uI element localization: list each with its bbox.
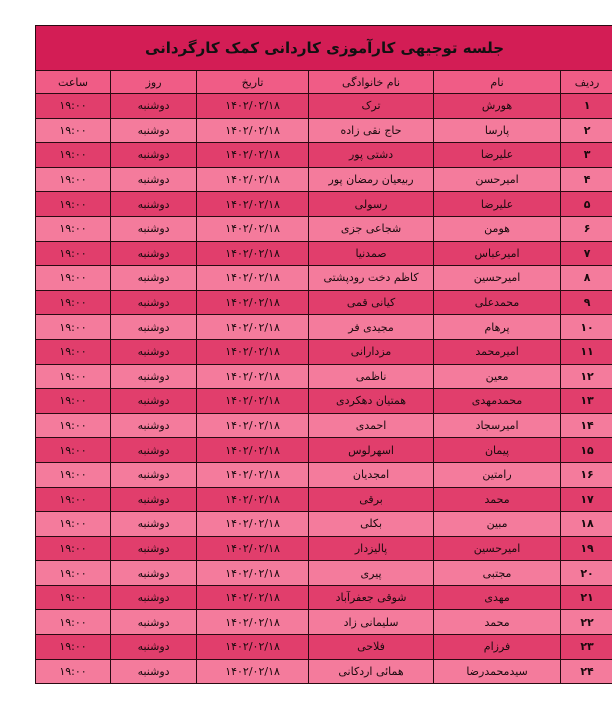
cell-date: ۱۴۰۲/۰۲/۱۸ [197,118,309,143]
cell-row-number: ۱۳ [561,389,612,414]
cell-row-number: ۱۷ [561,487,612,512]
cell-row-number: ۱ [561,94,612,119]
cell-day: دوشنبه [111,389,197,414]
cell-day: دوشنبه [111,315,197,340]
cell-day: دوشنبه [111,216,197,241]
table-row [36,94,612,119]
table-row [36,266,612,291]
cell-row-number: ۹ [561,290,612,315]
cell-day: دوشنبه [111,585,197,610]
cell-last-name: رسولی [309,192,434,217]
cell-first-name: سیدمحمدرضا [434,659,561,684]
cell-time: ۱۹:۰۰ [36,487,111,512]
cell-time: ۱۹:۰۰ [36,659,111,684]
cell-last-name: همائی اردکانی [309,659,434,684]
cell-first-name: مهدی [434,585,561,610]
cell-time: ۱۹:۰۰ [36,339,111,364]
cell-date: ۱۴۰۲/۰۲/۱۸ [197,635,309,660]
title-row [36,26,612,71]
table-row [36,364,612,389]
cell-first-name: امیرحسین [434,536,561,561]
cell-last-name: امجدیان [309,462,434,487]
cell-row-number: ۲۳ [561,635,612,660]
cell-day: دوشنبه [111,118,197,143]
cell-first-name: هومن [434,216,561,241]
cell-first-name: محمدعلی [434,290,561,315]
cell-date: ۱۴۰۲/۰۲/۱۸ [197,241,309,266]
cell-last-name: مجیدی فر [309,315,434,340]
table-body [36,94,612,684]
cell-date: ۱۴۰۲/۰۲/۱۸ [197,143,309,168]
table-row [36,659,612,684]
cell-last-name: پالیزدار [309,536,434,561]
cell-day: دوشنبه [111,413,197,438]
cell-first-name: امیرمحمد [434,339,561,364]
cell-last-name: کیانی قمی [309,290,434,315]
cell-day: دوشنبه [111,610,197,635]
cell-date: ۱۴۰۲/۰۲/۱۸ [197,94,309,119]
cell-first-name: پرهام [434,315,561,340]
cell-time: ۱۹:۰۰ [36,561,111,586]
header-date: تاریخ [197,71,309,94]
cell-day: دوشنبه [111,241,197,266]
cell-day: دوشنبه [111,192,197,217]
table-row [36,536,612,561]
cell-last-name: ناظمی [309,364,434,389]
cell-date: ۱۴۰۲/۰۲/۱۸ [197,167,309,192]
cell-first-name: محمد [434,487,561,512]
table-row [36,389,612,414]
cell-day: دوشنبه [111,290,197,315]
table-row [36,192,612,217]
cell-first-name: رامتین [434,462,561,487]
cell-date: ۱۴۰۲/۰۲/۱۸ [197,438,309,463]
cell-row-number: ۴ [561,167,612,192]
cell-date: ۱۴۰۲/۰۲/۱۸ [197,585,309,610]
cell-first-name: پارسا [434,118,561,143]
cell-time: ۱۹:۰۰ [36,364,111,389]
table-row [36,462,612,487]
cell-time: ۱۹:۰۰ [36,290,111,315]
cell-last-name: ترک [309,94,434,119]
header-last-name: نام خانوادگی [309,71,434,94]
cell-time: ۱۹:۰۰ [36,315,111,340]
table-row [36,339,612,364]
cell-date: ۱۴۰۲/۰۲/۱۸ [197,290,309,315]
cell-time: ۱۹:۰۰ [36,635,111,660]
cell-first-name: محمدمهدی [434,389,561,414]
table-row [36,561,612,586]
cell-last-name: صمدنیا [309,241,434,266]
schedule-table [35,25,612,684]
cell-first-name: مبین [434,512,561,537]
cell-time: ۱۹:۰۰ [36,266,111,291]
cell-row-number: ۲۴ [561,659,612,684]
cell-time: ۱۹:۰۰ [36,512,111,537]
table-row [36,216,612,241]
header-time: ساعت [36,71,111,94]
header-first-name: نام [434,71,561,94]
cell-day: دوشنبه [111,487,197,512]
cell-last-name: شجاعی جزی [309,216,434,241]
cell-last-name: کاظم دخت رودپشتی [309,266,434,291]
cell-date: ۱۴۰۲/۰۲/۱۸ [197,266,309,291]
schedule-sheet [35,25,600,684]
cell-date: ۱۴۰۲/۰۲/۱۸ [197,512,309,537]
cell-first-name: فرزام [434,635,561,660]
cell-row-number: ۱۵ [561,438,612,463]
cell-time: ۱۹:۰۰ [36,241,111,266]
cell-first-name: محمد [434,610,561,635]
cell-row-number: ۸ [561,266,612,291]
cell-first-name: علیرضا [434,192,561,217]
cell-last-name: اسهرلوس [309,438,434,463]
cell-day: دوشنبه [111,635,197,660]
cell-last-name: همتیان دهکردی [309,389,434,414]
cell-date: ۱۴۰۲/۰۲/۱۸ [197,610,309,635]
table-row [36,512,612,537]
cell-time: ۱۹:۰۰ [36,389,111,414]
cell-row-number: ۳ [561,143,612,168]
table-row [36,241,612,266]
cell-date: ۱۴۰۲/۰۲/۱۸ [197,561,309,586]
cell-row-number: ۷ [561,241,612,266]
cell-last-name: فلاحی [309,635,434,660]
header-day: روز [111,71,197,94]
cell-time: ۱۹:۰۰ [36,585,111,610]
cell-date: ۱۴۰۲/۰۲/۱۸ [197,536,309,561]
cell-last-name: شوقی جعفرآباد [309,585,434,610]
table-row [36,167,612,192]
cell-day: دوشنبه [111,438,197,463]
cell-time: ۱۹:۰۰ [36,94,111,119]
cell-last-name: سلیمانی زاد [309,610,434,635]
cell-date: ۱۴۰۲/۰۲/۱۸ [197,315,309,340]
cell-first-name: امیرعباس [434,241,561,266]
cell-day: دوشنبه [111,512,197,537]
cell-last-name: مزدارانی [309,339,434,364]
table-row [36,610,612,635]
cell-date: ۱۴۰۲/۰۲/۱۸ [197,192,309,217]
cell-first-name: مجتبی [434,561,561,586]
cell-day: دوشنبه [111,364,197,389]
table-row [36,635,612,660]
cell-time: ۱۹:۰۰ [36,118,111,143]
cell-day: دوشنبه [111,167,197,192]
cell-row-number: ۱۲ [561,364,612,389]
table-row [36,438,612,463]
cell-row-number: ۲۱ [561,585,612,610]
cell-row-number: ۱۴ [561,413,612,438]
table-row [36,315,612,340]
cell-time: ۱۹:۰۰ [36,143,111,168]
cell-last-name: ربیعیان رمضان پور [309,167,434,192]
cell-day: دوشنبه [111,266,197,291]
cell-date: ۱۴۰۲/۰۲/۱۸ [197,413,309,438]
cell-time: ۱۹:۰۰ [36,610,111,635]
cell-row-number: ۲۰ [561,561,612,586]
cell-date: ۱۴۰۲/۰۲/۱۸ [197,462,309,487]
table-row [36,290,612,315]
cell-first-name: امیرحسین [434,266,561,291]
cell-time: ۱۹:۰۰ [36,438,111,463]
table-row [36,585,612,610]
cell-time: ۱۹:۰۰ [36,167,111,192]
table-row [36,118,612,143]
table-row [36,413,612,438]
cell-first-name: هورش [434,94,561,119]
cell-day: دوشنبه [111,561,197,586]
cell-day: دوشنبه [111,143,197,168]
header-row [36,71,612,94]
cell-day: دوشنبه [111,659,197,684]
cell-row-number: ۱۸ [561,512,612,537]
cell-row-number: ۶ [561,216,612,241]
cell-time: ۱۹:۰۰ [36,192,111,217]
cell-last-name: دشتی پور [309,143,434,168]
cell-first-name: علیرضا [434,143,561,168]
cell-first-name: معین [434,364,561,389]
table-row [36,143,612,168]
cell-date: ۱۴۰۲/۰۲/۱۸ [197,364,309,389]
cell-date: ۱۴۰۲/۰۲/۱۸ [197,487,309,512]
cell-day: دوشنبه [111,94,197,119]
cell-date: ۱۴۰۲/۰۲/۱۸ [197,216,309,241]
cell-first-name: امیرسجاد [434,413,561,438]
cell-day: دوشنبه [111,462,197,487]
cell-row-number: ۱۹ [561,536,612,561]
cell-time: ۱۹:۰۰ [36,413,111,438]
cell-row-number: ۱۱ [561,339,612,364]
cell-date: ۱۴۰۲/۰۲/۱۸ [197,659,309,684]
cell-last-name: حاج نقی زاده [309,118,434,143]
cell-time: ۱۹:۰۰ [36,536,111,561]
header-row-number: ردیف [561,71,612,94]
cell-row-number: ۲۲ [561,610,612,635]
cell-last-name: برقی [309,487,434,512]
table-title: جلسه توجیهی کارآموزی کاردانی کمک کارگردانی [36,26,612,71]
cell-day: دوشنبه [111,339,197,364]
cell-time: ۱۹:۰۰ [36,216,111,241]
cell-date: ۱۴۰۲/۰۲/۱۸ [197,389,309,414]
cell-first-name: پیمان [434,438,561,463]
table-row [36,487,612,512]
cell-row-number: ۱۰ [561,315,612,340]
cell-row-number: ۲ [561,118,612,143]
cell-first-name: امیرحسن [434,167,561,192]
cell-last-name: احمدی [309,413,434,438]
cell-row-number: ۵ [561,192,612,217]
cell-last-name: پیری [309,561,434,586]
cell-day: دوشنبه [111,536,197,561]
cell-time: ۱۹:۰۰ [36,462,111,487]
cell-date: ۱۴۰۲/۰۲/۱۸ [197,339,309,364]
cell-row-number: ۱۶ [561,462,612,487]
cell-last-name: بکلی [309,512,434,537]
